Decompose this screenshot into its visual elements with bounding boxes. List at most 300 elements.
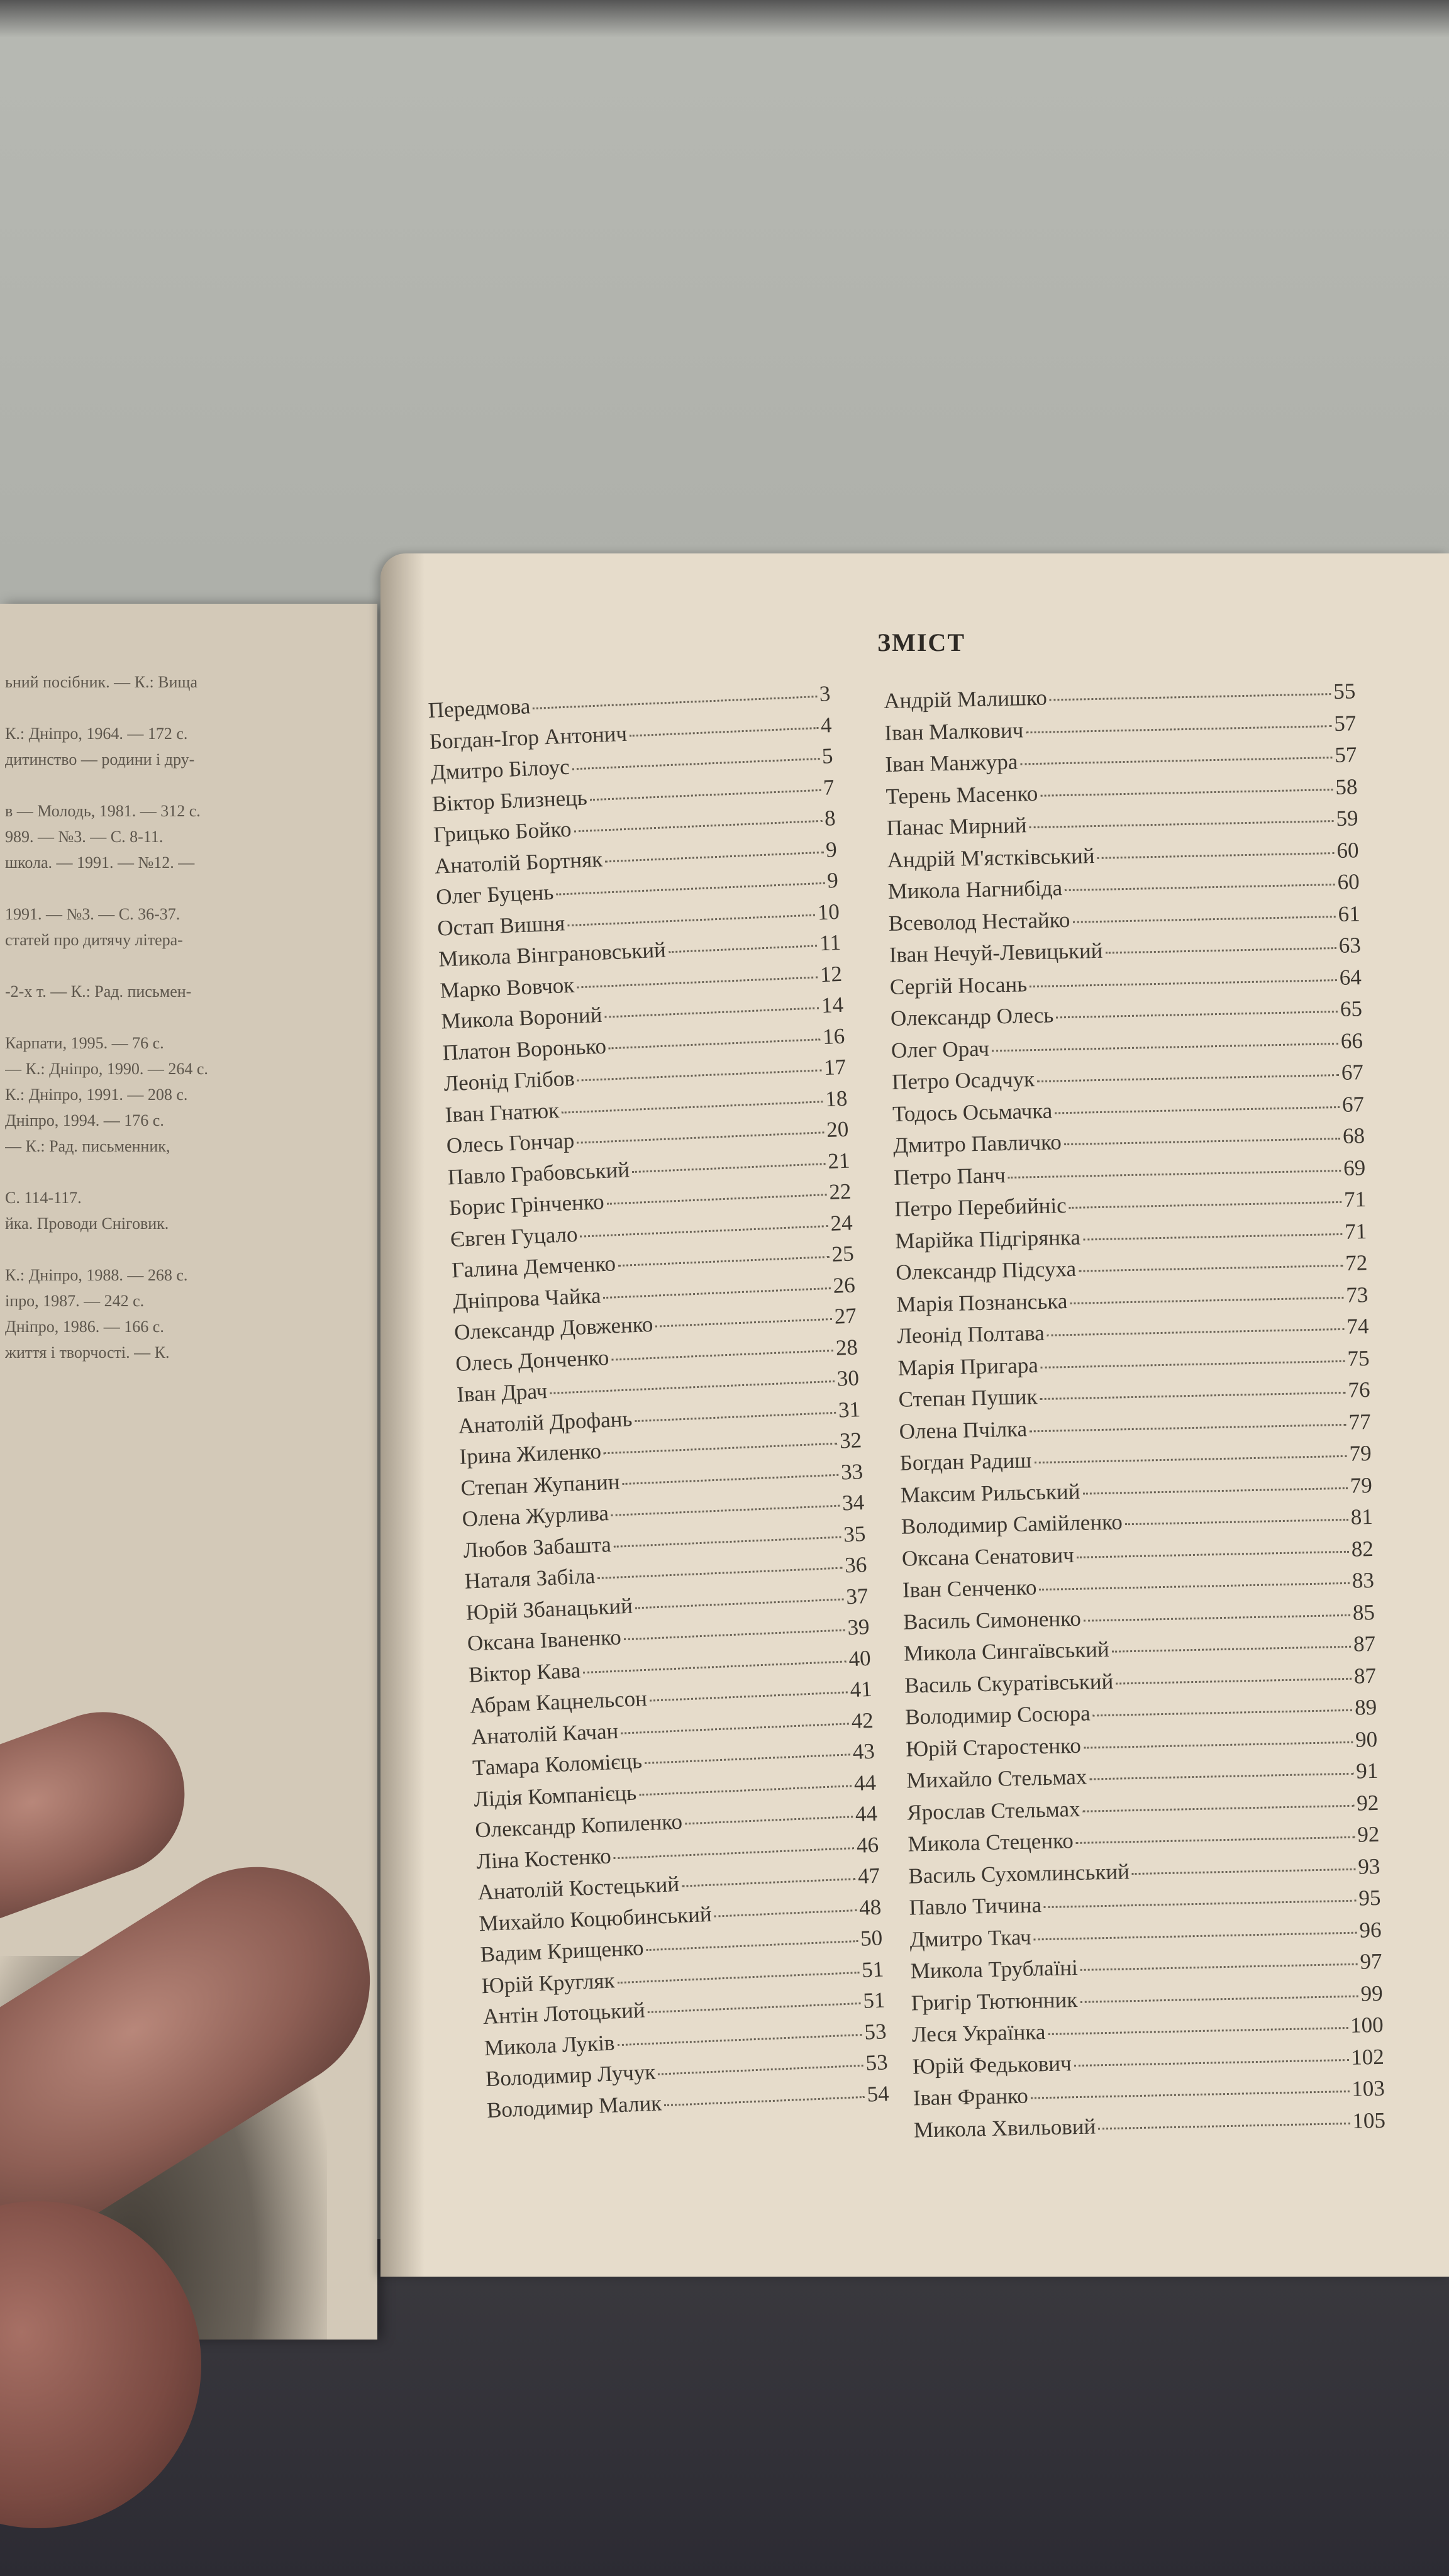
toc-entry-name: Микола Стеценко — [908, 1828, 1074, 1857]
dot-leader — [1098, 2122, 1350, 2129]
toc-entry-name: Іван Малкович — [884, 717, 1024, 745]
dot-leader — [1070, 1296, 1343, 1304]
toc-entry-page: 44 — [855, 1801, 878, 1827]
toc-entry-page: 81 — [1350, 1504, 1374, 1530]
dot-leader — [1132, 1868, 1356, 1874]
toc-entry-page: 87 — [1353, 1631, 1376, 1657]
toc-entry-name: Платон Воронько — [441, 1033, 607, 1065]
dot-leader — [609, 1038, 820, 1049]
toc-entry-name: Лідія Компанієць — [473, 1780, 637, 1811]
dot-leader — [617, 1972, 859, 1984]
dot-leader — [1105, 947, 1336, 954]
dot-leader — [567, 914, 815, 926]
dot-leader — [1050, 693, 1331, 701]
toc-entry-page: 8 — [824, 806, 836, 831]
toc-entry-name: Грицько Бойко — [433, 816, 572, 847]
toc-entry-name: Максим Рильський — [900, 1479, 1080, 1507]
left-page-line: К.: Дніпро, 1964. — 172 с. — [5, 724, 188, 743]
toc-entry-page: 34 — [841, 1490, 865, 1516]
toc-entry-page: 36 — [844, 1552, 868, 1578]
toc-entry-page: 55 — [1333, 679, 1356, 704]
toc-entry-page: 51 — [861, 1956, 885, 1982]
toc-entry-page: 17 — [823, 1054, 847, 1080]
dot-leader — [562, 1101, 823, 1113]
dot-leader — [618, 1256, 830, 1267]
toc-entry-page: 91 — [1355, 1758, 1379, 1784]
dot-leader — [1030, 1423, 1346, 1432]
dot-leader — [1020, 757, 1332, 765]
toc-entry-page: 73 — [1345, 1282, 1368, 1307]
dot-leader — [1031, 2090, 1350, 2099]
dot-leader — [617, 2033, 862, 2045]
toc-entry-name: Степан Пушик — [898, 1384, 1038, 1412]
toc-entry-name: Володимир Сосюра — [904, 1701, 1091, 1729]
toc-entry-name: Тамара Коломієць — [472, 1748, 643, 1780]
toc-entry-name: Борис Грінченко — [448, 1189, 605, 1221]
dot-leader — [650, 1691, 848, 1701]
toc-entry-name: Наталя Забіла — [464, 1563, 596, 1594]
toc-entry-page: 61 — [1338, 901, 1361, 926]
toc-entry-name: Дмитро Ткач — [909, 1924, 1031, 1952]
toc-entry-name: Юрій Кругляк — [480, 1967, 616, 1998]
toc-entry-name: Сергій Носань — [889, 971, 1028, 999]
toc-entry-page: 37 — [845, 1583, 869, 1609]
toc-entry-page: 42 — [850, 1707, 874, 1733]
toc-entry-page: 11 — [819, 930, 841, 956]
toc-entry-name: Остап Вишня — [436, 910, 565, 941]
toc-entry-page: 69 — [1343, 1155, 1366, 1180]
toc-entry-name: Іван Франко — [913, 2083, 1029, 2111]
dot-leader — [624, 1629, 845, 1641]
dot-leader — [1084, 1741, 1353, 1748]
left-page-line: дитинство — родини і дру- — [5, 750, 195, 769]
toc-entry-name: Володимир Лучук — [485, 2059, 657, 2092]
toc-entry-name: Оксана Іваненко — [467, 1624, 622, 1656]
toc-entry-page: 12 — [819, 961, 843, 987]
toc-entry-name: Олег Орач — [891, 1036, 990, 1063]
toc-entry-name: Юрій Збанацький — [465, 1593, 633, 1625]
toc-entry-page: 40 — [848, 1645, 872, 1671]
toc-left-column — [428, 681, 890, 2129]
toc-entry-name: Василь Сухомлинський — [908, 1858, 1130, 1889]
toc-entry-name: Ярослав Стельмах — [907, 1796, 1080, 1825]
toc-entry-name: Дніпрова Чайка — [452, 1282, 602, 1314]
toc-entry-page: 25 — [831, 1241, 855, 1267]
toc-entry-name: Юрій Старостенко — [905, 1733, 1082, 1762]
dot-leader — [685, 1816, 853, 1824]
toc-entry-page: 82 — [1351, 1536, 1374, 1562]
toc-entry-page: 35 — [843, 1521, 867, 1546]
toc-entry-page: 24 — [830, 1209, 853, 1236]
dot-leader — [1077, 1550, 1349, 1558]
toc-entry-name: Леонід Полтава — [897, 1320, 1045, 1348]
dot-leader — [572, 758, 820, 770]
dot-leader — [1039, 1582, 1350, 1591]
toc-entry-name: Андрій М'ястківський — [887, 843, 1095, 872]
toc-entry-page: 26 — [832, 1272, 856, 1298]
left-page-line: Дніпро, 1994. — 176 с. — [5, 1111, 164, 1130]
toc-entry-name: Дмитро Білоус — [430, 754, 570, 785]
toc-entry-name: Микола Луків — [484, 2029, 616, 2060]
toc-entry-page: 3 — [818, 681, 831, 706]
dot-leader — [1116, 1677, 1352, 1684]
dot-leader — [1064, 1138, 1340, 1145]
dot-leader — [607, 1194, 827, 1205]
left-page-line: життя і творчості. — К. — [5, 1343, 170, 1362]
dot-leader — [623, 1474, 839, 1484]
dot-leader — [648, 2002, 861, 2013]
dot-leader — [1034, 1931, 1357, 1940]
dot-leader — [664, 2096, 865, 2106]
toc-entry-name: Богдан Радиш — [899, 1448, 1032, 1475]
toc-entry-page: 99 — [1360, 1980, 1384, 2006]
toc-entry-page: 105 — [1352, 2107, 1386, 2133]
toc-entry-page: 9 — [826, 867, 839, 893]
dot-leader — [1034, 1455, 1346, 1463]
toc-entry-name: Вадим Крищенко — [479, 1935, 645, 1967]
dot-leader — [635, 1411, 836, 1421]
dot-leader — [1069, 1201, 1342, 1209]
dot-leader — [577, 1131, 824, 1143]
toc-entry-page: 79 — [1350, 1472, 1373, 1498]
left-page-line: — К.: Дніпро, 1990. — 264 с. — [5, 1060, 208, 1078]
toc-entry-name: Леся Українка — [911, 2019, 1046, 2047]
dot-leader — [639, 1785, 852, 1796]
left-page-line: Карпати, 1995. — 76 с. — [5, 1034, 164, 1052]
left-page-line: 1991. — №3. — С. 36-37. — [5, 905, 180, 923]
toc-entry-name: Марійка Підгірянка — [894, 1224, 1081, 1253]
toc-entry-name: Олесь Гончар — [446, 1128, 575, 1158]
toc-right-column — [884, 679, 1385, 2149]
left-page-line: школа. — 1991. — №12. — — [5, 853, 195, 872]
toc-entry-name: Микола Трублаїні — [910, 1955, 1079, 1984]
toc-entry-page: 102 — [1350, 2044, 1385, 2070]
toc-entry-name: Євген Гуцало — [450, 1221, 579, 1252]
toc-entry-page: 58 — [1335, 774, 1358, 799]
toc-entry-name: Олег Буцень — [435, 879, 554, 909]
left-page-line: ьний посібник. — К.: Вища — [5, 673, 197, 691]
toc-entry-page: 96 — [1359, 1917, 1382, 1943]
left-page-line: С. 114-117. — [5, 1189, 82, 1207]
dot-leader — [605, 851, 823, 862]
left-page-line: К.: Дніпро, 1988. — 268 с. — [5, 1266, 188, 1284]
toc-entry-name: Микола Хвильовий — [913, 2113, 1096, 2142]
dot-leader — [1030, 820, 1334, 828]
toc-entry-page: 72 — [1345, 1250, 1368, 1275]
toc-entry-page: 39 — [847, 1614, 870, 1640]
toc-entry-name: Тодось Осьмачка — [892, 1098, 1053, 1126]
toc-entry-page: 22 — [828, 1179, 852, 1204]
toc-entry-page: 5 — [821, 743, 834, 769]
toc-entry-page: 89 — [1354, 1694, 1377, 1720]
dot-leader — [1089, 1773, 1353, 1780]
dot-leader — [632, 1163, 826, 1173]
toc-entry-name: Любов Забашта — [462, 1531, 612, 1563]
toc-entry-name: Марія Пригара — [897, 1352, 1039, 1380]
dot-leader — [1084, 1614, 1350, 1621]
toc-entry-page: 71 — [1343, 1187, 1367, 1212]
toc-entry-name: Олена Пчілка — [899, 1416, 1028, 1444]
dot-leader — [1080, 1995, 1358, 2002]
toc-entry-name: Олена Журлива — [461, 1501, 609, 1531]
dot-leader — [1083, 1804, 1355, 1812]
toc-entry-name: Анатолій Качан — [470, 1718, 619, 1750]
dot-leader — [614, 1847, 855, 1859]
dot-leader — [1047, 1328, 1345, 1336]
dot-leader — [1072, 916, 1335, 923]
toc-title: ЗМІСТ — [877, 628, 965, 657]
left-page-line: -2-х т. — К.: Рад. письмен- — [5, 982, 192, 1001]
dot-leader — [635, 1598, 844, 1609]
toc-entry-page: 92 — [1357, 1821, 1380, 1847]
toc-entry-page: 47 — [857, 1863, 880, 1889]
toc-entry-name: Іван Манжура — [885, 749, 1018, 777]
toc-entry-name: Василь Симоненко — [902, 1606, 1082, 1635]
toc-entry-name: Анатолій Дрофань — [457, 1406, 633, 1438]
toc-entry-page: 92 — [1356, 1790, 1379, 1816]
toc-entry-name: Олесь Донченко — [455, 1345, 610, 1376]
toc-entry-name: Михайло Коцюбинський — [478, 1901, 713, 1936]
toc-entry-page: 97 — [1360, 1948, 1382, 1974]
toc-entry-page: 18 — [824, 1085, 848, 1111]
dot-leader — [1044, 1900, 1357, 1908]
toc-entry-page: 71 — [1344, 1218, 1367, 1244]
dot-leader — [621, 1723, 849, 1734]
toc-entry-page: 64 — [1339, 964, 1362, 990]
toc-entry-page: 68 — [1342, 1123, 1365, 1148]
toc-entry-name: Богдан-Ігор Антонич — [429, 721, 628, 754]
top-shadow — [0, 0, 1449, 38]
dot-leader — [1040, 1392, 1346, 1400]
dot-leader — [604, 1287, 831, 1298]
dot-leader — [1056, 1011, 1338, 1018]
dot-leader — [604, 1443, 837, 1455]
toc-entry-name: Олександр Копиленко — [474, 1809, 683, 1843]
toc-entry-name: Ірина Жиленко — [458, 1438, 602, 1469]
toc-entry-page: 77 — [1348, 1409, 1371, 1435]
dot-leader — [714, 1909, 857, 1917]
toc-entry-page: 85 — [1352, 1599, 1375, 1625]
toc-entry-page: 66 — [1340, 1028, 1363, 1053]
dot-leader — [597, 1567, 842, 1579]
toc-entry-page: 87 — [1353, 1663, 1377, 1689]
toc-entry-page: 93 — [1357, 1853, 1380, 1879]
dot-leader — [550, 1380, 835, 1394]
toc-entry-name: Василь Скуратівський — [904, 1668, 1114, 1698]
toc-entry-name: Олександр Підсуха — [896, 1256, 1077, 1285]
dot-leader — [1048, 2027, 1348, 2035]
toc-entry-page: 75 — [1347, 1345, 1370, 1371]
dot-leader — [611, 1505, 840, 1516]
dot-leader — [604, 1007, 819, 1018]
left-page-line: — К.: Рад. письменник, — [5, 1137, 170, 1155]
page-gutter — [380, 553, 425, 2277]
dot-leader — [580, 1225, 828, 1238]
toc-entry-name: Леонід Глібов — [443, 1065, 575, 1096]
toc-entry-name: Олександр Олесь — [890, 1002, 1054, 1031]
toc-entry-page: 48 — [858, 1894, 882, 1920]
toc-entry-name: Григір Тютюнник — [911, 1987, 1078, 2016]
toc-entry-name: Петро Панч — [893, 1162, 1006, 1190]
toc-entry-name: Марія Познанська — [896, 1288, 1068, 1317]
toc-entry-page: 46 — [856, 1832, 879, 1858]
toc-entry-name: Марко Вовчок — [439, 972, 575, 1003]
toc-entry-name: Володимир Самійленко — [901, 1509, 1123, 1539]
toc-entry-page: 65 — [1340, 996, 1363, 1021]
dot-leader — [1097, 852, 1335, 859]
toc-entry-page: 76 — [1348, 1377, 1370, 1402]
toc-entry-page: 20 — [826, 1116, 850, 1143]
dot-leader — [1008, 1169, 1341, 1178]
toc-entry-name: Антін Лотоцький — [482, 1997, 646, 2029]
toc-entry-name: Абрам Кацнельсон — [469, 1685, 648, 1718]
dot-leader — [577, 976, 818, 988]
left-page-line: 989. — №3. — С. 8-11. — [5, 828, 164, 846]
toc-entry-name: Павло Тичина — [909, 1892, 1042, 1920]
dot-leader — [1040, 789, 1333, 797]
left-page-line: йка. Проводи Сніговик. — [5, 1214, 169, 1233]
toc-entry-name: Микола Сингаївський — [903, 1636, 1110, 1666]
dot-leader — [1125, 1519, 1348, 1525]
left-page-line: статей про дитячу літера- — [5, 931, 183, 949]
dot-leader — [1030, 979, 1337, 987]
left-page-line: в — Молодь, 1981. — 312 с. — [5, 802, 201, 820]
toc-entry-page: 14 — [821, 992, 844, 1018]
dot-leader — [1112, 1646, 1351, 1653]
dot-leader — [1076, 1836, 1355, 1844]
dot-leader — [614, 1536, 841, 1547]
dot-leader — [590, 789, 821, 800]
toc-entry-page: 54 — [866, 2080, 890, 2107]
dot-leader — [556, 882, 824, 896]
dot-leader — [611, 1349, 833, 1360]
toc-entry-name: Іван Драч — [456, 1379, 548, 1407]
toc-entry-page: 33 — [840, 1458, 863, 1485]
dot-leader — [583, 1660, 847, 1674]
toc-entry-name: Степан Жупанин — [460, 1468, 621, 1501]
dot-leader — [1065, 884, 1335, 891]
toc-entry-name: Анатолій Бортняк — [434, 847, 603, 879]
toc-entry-name: Михайло Стельмах — [906, 1764, 1087, 1793]
dot-leader — [1041, 1360, 1345, 1368]
left-page-line: К.: Дніпро, 1991. — 208 с. — [5, 1085, 188, 1104]
toc-entry-name: Галина Демченко — [451, 1251, 616, 1283]
dot-leader — [1055, 1106, 1340, 1113]
toc-entry-page: 31 — [838, 1396, 861, 1423]
toc-entry-name: Панас Мирний — [886, 813, 1027, 840]
toc-entry-name: Анатолій Костецький — [477, 1871, 680, 1905]
toc-entry-page: 7 — [823, 774, 835, 800]
toc-entry-page: 53 — [865, 2050, 889, 2075]
toc-entry-name: Микола Вороний — [440, 1002, 603, 1034]
dot-leader — [992, 1042, 1338, 1052]
toc-entry-page: 30 — [836, 1365, 860, 1391]
toc-entry-name: Володимир Малик — [486, 2090, 662, 2123]
toc-entry-page: 83 — [1352, 1567, 1375, 1593]
dot-leader — [658, 2065, 863, 2075]
toc-entry-name: Павло Грабовський — [447, 1157, 630, 1189]
toc-entry-name: Юрій Федькович — [912, 2050, 1072, 2079]
toc-entry-page: 67 — [1341, 1091, 1365, 1117]
dot-leader — [669, 945, 818, 953]
toc-entry-page: 21 — [827, 1148, 851, 1174]
toc-entry-page: 60 — [1336, 837, 1359, 863]
toc-entry-page: 60 — [1337, 869, 1360, 894]
dot-leader — [1037, 1074, 1339, 1082]
toc-entry-name: Оксана Сенатович — [901, 1542, 1075, 1571]
dot-leader — [646, 1940, 858, 1951]
toc-entry-page: 95 — [1358, 1885, 1381, 1911]
toc-entry-page: 63 — [1338, 933, 1362, 958]
toc-entry-name: Віктор Кава — [468, 1657, 581, 1687]
dot-leader — [645, 1753, 850, 1764]
toc-entry-page: 59 — [1336, 806, 1358, 831]
toc-entry-page: 50 — [860, 1925, 883, 1951]
toc-entry-name: Андрій Малишко — [884, 685, 1048, 713]
toc-entry-page: 57 — [1334, 742, 1357, 767]
toc-entry-name: Ліна Костенко — [475, 1843, 612, 1874]
toc-entry-page: 10 — [816, 899, 840, 924]
toc-entry-page: 79 — [1349, 1441, 1372, 1466]
toc-entry-name: Петро Перебийніс — [894, 1193, 1067, 1221]
dot-leader — [577, 1069, 822, 1081]
dot-leader — [1093, 1709, 1353, 1717]
toc-entry-name: Дмитро Павличко — [892, 1130, 1062, 1158]
toc-entry-page: 27 — [833, 1303, 857, 1329]
toc-entry-page: 4 — [820, 712, 833, 738]
left-page-line: Дніпро, 1986. — 166 с. — [5, 1318, 164, 1336]
toc-entry-page: 32 — [839, 1428, 862, 1453]
toc-entry-name: Іван Гнатюк — [444, 1097, 560, 1127]
toc-entry-page: 44 — [853, 1770, 877, 1796]
toc-entry-name: Терень Масенко — [886, 780, 1038, 809]
toc-entry-name: Іван Нечуй-Левицький — [889, 938, 1103, 967]
dot-leader — [533, 696, 817, 709]
toc-entry-page: 16 — [822, 1023, 845, 1049]
toc-entry-name: Всеволод Нестайко — [888, 907, 1070, 936]
dot-leader — [655, 1318, 832, 1328]
dot-leader — [574, 820, 823, 833]
toc-entry-page: 43 — [852, 1738, 875, 1765]
dot-leader — [1080, 1963, 1358, 1971]
dot-leader — [630, 727, 818, 737]
toc-entry-page: 67 — [1341, 1060, 1364, 1085]
dot-leader — [1026, 725, 1331, 733]
toc-entry-page: 53 — [863, 2018, 887, 2045]
dot-leader — [1074, 2058, 1349, 2066]
toc-entry-name: Передмова — [428, 694, 531, 723]
toc-entry-name: Петро Осадчук — [891, 1067, 1035, 1094]
toc-entry-page: 28 — [835, 1334, 858, 1360]
toc-entry-name: Микола Нагнибіда — [887, 875, 1063, 904]
dot-leader — [1083, 1233, 1342, 1240]
toc-entry-page: 57 — [1333, 710, 1357, 736]
dot-leader — [1082, 1487, 1347, 1494]
toc-entry-page: 90 — [1355, 1726, 1378, 1752]
toc-entry-name: Микола Вінграновський — [438, 937, 667, 972]
toc-entry-page: 9 — [825, 836, 838, 862]
toc-entry-name: Іван Сенченко — [902, 1575, 1037, 1602]
toc-entry-name: Олександр Довженко — [453, 1311, 654, 1345]
toc-entry-page: 100 — [1350, 2012, 1384, 2038]
right-book-page — [380, 553, 1449, 2277]
toc-entry-page: 41 — [849, 1676, 873, 1702]
dot-leader — [682, 1878, 855, 1887]
toc-entry-page: 51 — [862, 1987, 886, 2013]
toc-entry-page: 103 — [1351, 2075, 1385, 2101]
dot-leader — [1079, 1265, 1343, 1272]
left-page-line: іпро, 1987. — 242 с. — [5, 1292, 145, 1310]
